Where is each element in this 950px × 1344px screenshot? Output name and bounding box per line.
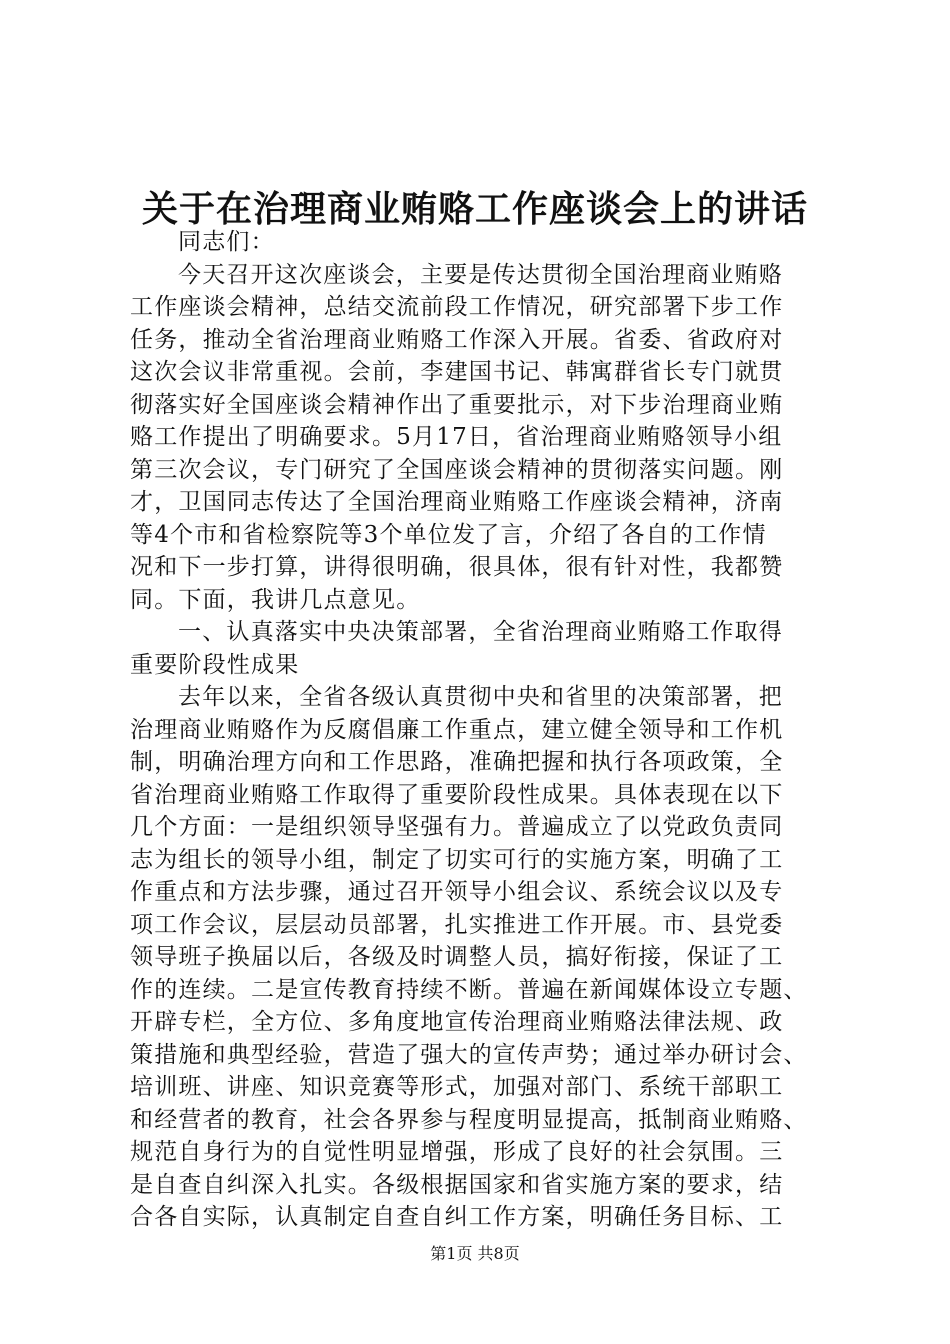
- text-line: 治理商业贿赂作为反腐倡廉工作重点，建立健全领导和工作机: [130, 716, 784, 743]
- text-line: 等4个市和省检察院等3个单位发了言，介绍了各自的工作情: [130, 521, 767, 548]
- text-line: 开辟专栏，全方位、多角度地宣传治理商业贿赂法律法规、政: [130, 1009, 784, 1035]
- text-line: 作重点和方法步骤，通过召开领导小组会议、系统会议以及专: [130, 879, 784, 905]
- text-line: 一、认真落实中央决策部署，全省治理商业贿赂工作取得: [178, 619, 783, 645]
- document-body: [130, 226, 830, 1234]
- text-line: 今天召开这次座谈会，主要是传达贯彻全国治理商业贿赂: [178, 261, 783, 288]
- text-line: 规范自身行为的自觉性明显增强，形成了良好的社会氛围。三: [130, 1139, 784, 1165]
- text-line: 同。下面，我讲几点意见。: [130, 586, 421, 613]
- text-line: 赂工作提出了明确要求。5月17日，省治理商业贿赂领导小组: [130, 424, 783, 450]
- text-line: 彻落实好全国座谈会精神作出了重要批示，对下步治理商业贿: [130, 391, 784, 418]
- text-line: 几个方面：一是组织领导坚强有力。普遍成立了以党政负责同: [130, 814, 784, 840]
- text-line: 去年以来，全省各级认真贯彻中央和省里的决策部署，把: [178, 684, 783, 710]
- text-line: 领导班子换届以后，各级及时调整人员，搞好衔接，保证了工: [130, 944, 784, 970]
- page-footer: 第1页 共8页: [430, 1244, 520, 1263]
- text-line: 任务，推动全省治理商业贿赂工作深入开展。省委、省政府对: [130, 326, 784, 353]
- text-line: 同志们：: [178, 229, 275, 255]
- text-line: 志为组长的领导小组，制定了切实可行的实施方案，明确了工: [130, 846, 784, 873]
- text-line: 重要阶段性成果: [130, 651, 300, 678]
- text-line: 省治理商业贿赂工作取得了重要阶段性成果。具体表现在以下: [130, 781, 784, 808]
- text-line: 合各自实际，认真制定自查自纠工作方案，明确任务目标、工: [130, 1204, 784, 1230]
- text-line: 和经营者的教育，社会各界参与程度明显提高，抵制商业贿赂、: [130, 1106, 808, 1133]
- text-line: 策措施和典型经验，营造了强大的宣传声势；通过举办研讨会、: [130, 1041, 808, 1068]
- text-line: 制，明确治理方向和工作思路，准确把握和执行各项政策，全: [130, 749, 784, 775]
- document-title: 关于在治理商业贿赂工作座谈会上的讲话: [141, 188, 808, 230]
- text-line: 这次会议非常重视。会前，李建国书记、韩寓群省长专门就贯: [130, 359, 784, 385]
- text-line: 第三次会议，专门研究了全国座谈会精神的贯彻落实问题。刚: [130, 456, 784, 483]
- text-line: 作的连续。二是宣传教育持续不断。普遍在新闻媒体设立专题、: [130, 976, 808, 1003]
- text-line: 是自查自纠深入扎实。各级根据国家和省实施方案的要求，结: [130, 1171, 784, 1198]
- text-line: 况和下一步打算，讲得很明确，很具体，很有针对性，我都赞: [130, 554, 784, 580]
- text-line: 项工作会议，层层动员部署，扎实推进工作开展。市、县党委: [130, 911, 784, 938]
- text-line: 培训班、讲座、知识竞赛等形式，加强对部门、系统干部职工: [130, 1074, 784, 1100]
- text-line: 工作座谈会精神，总结交流前段工作情况，研究部署下步工作: [130, 294, 784, 320]
- text-line: 才，卫国同志传达了全国治理商业贿赂工作座谈会精神，济南: [130, 489, 784, 515]
